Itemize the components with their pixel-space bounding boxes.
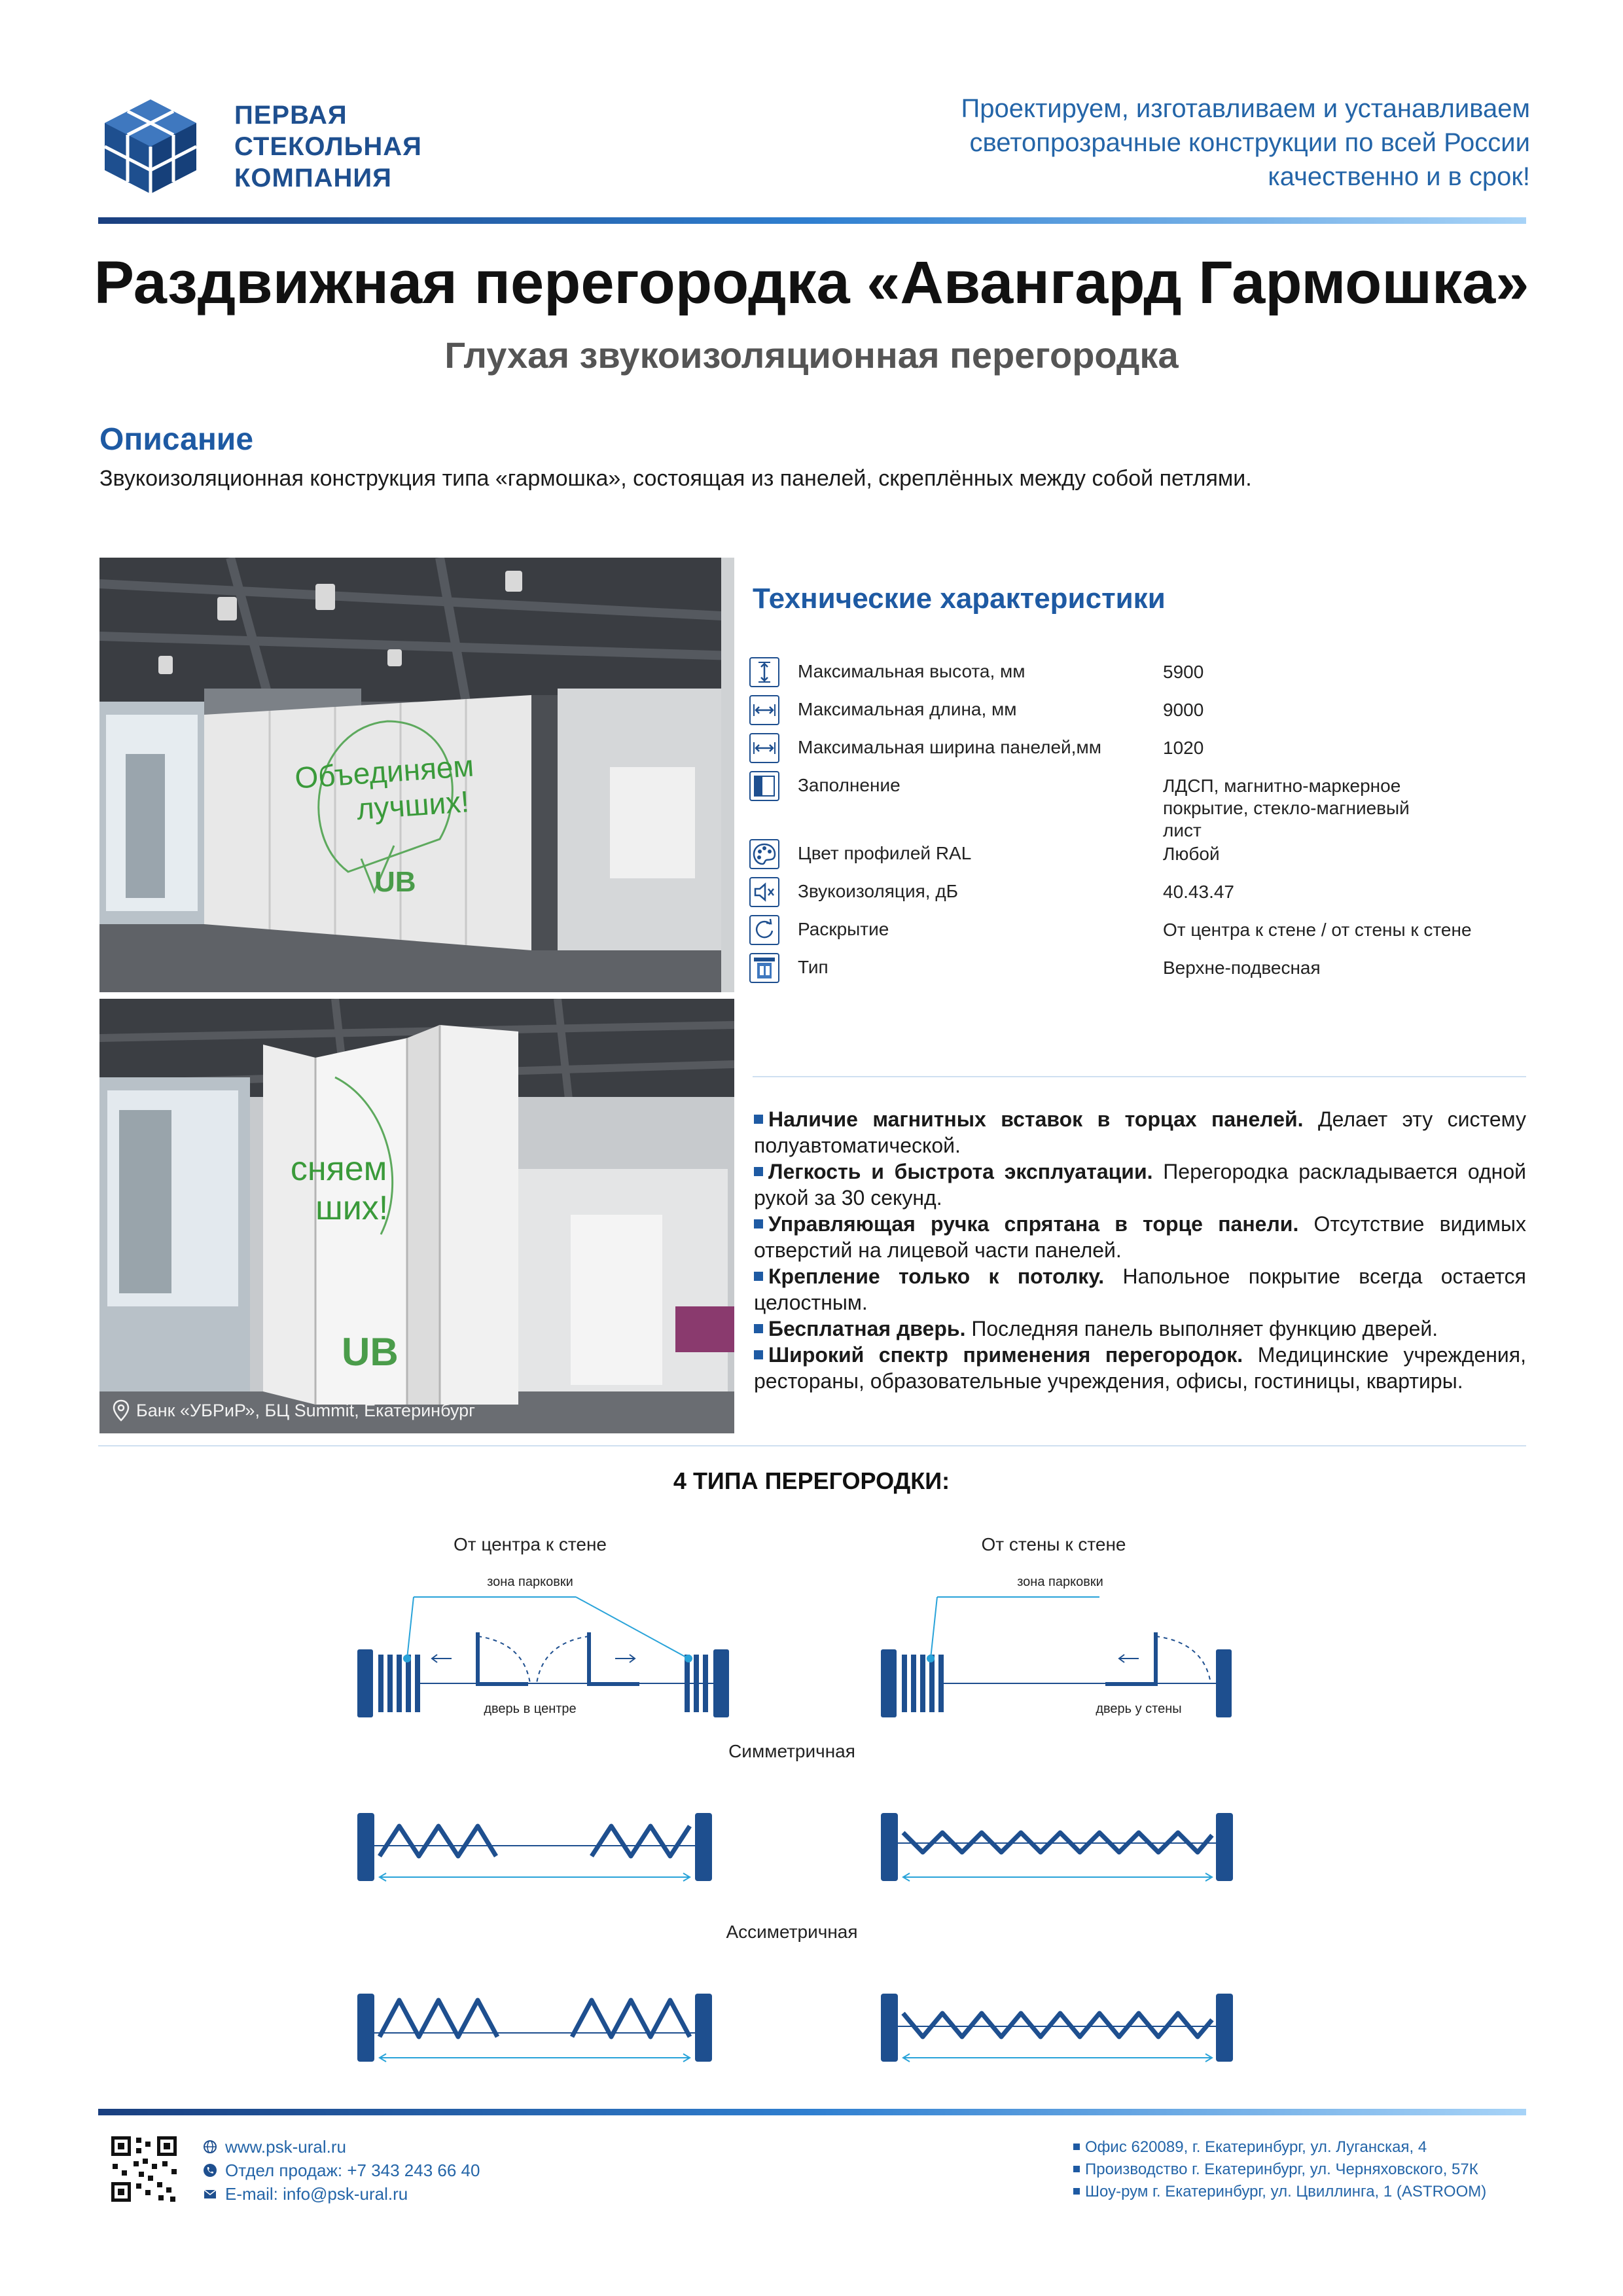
palette-icon [749,839,779,869]
spec-value: 1020 [1163,738,1204,758]
feature-text: Последняя панель выполняет функцию дверей. [965,1317,1438,1340]
types-heading: 4 ТИПА ПЕРЕГОРОДКИ: [673,1467,950,1494]
spec-label: Максимальная ширина панелей,мм [798,737,1101,757]
spec-row-fill [749,771,1535,840]
width-icon [749,733,779,763]
phone-text[interactable]: Отдел продаж: +7 343 243 66 40 [225,2161,480,2180]
footer-divider [98,2109,1526,2115]
email-row [203,2182,480,2206]
fill-icon [749,771,779,801]
diagram-asymmetric-left [353,1987,720,2079]
address-item [1073,2159,1486,2181]
spec-row-color [749,839,1535,876]
logo-text [234,99,422,194]
spec-label: Раскрытие [798,919,889,939]
feature-item [754,1342,1526,1394]
diagram-symmetric-left [353,1806,720,1898]
spec-row-sound [749,877,1535,914]
email-link[interactable]: E-mail: info@psk-ural.ru [225,2184,408,2204]
slogan-line: светопрозрачные конструкции по всей России [969,128,1530,157]
spec-value: От центра к стене / от стены к стене [1163,920,1472,940]
mail-icon [203,2187,217,2201]
bullet-icon [754,1272,763,1281]
feature-text: Напольное покрытие всегда остается целостным. [754,1265,1527,1314]
feature-text: Медицинские учреждения, рестораны, образовательные учреждения, офисы, гостиницы, квартиры. [754,1343,1527,1393]
specs-divider [753,1076,1526,1077]
feature-text: Делает эту систему полуавтоматической. [754,1107,1527,1157]
address-item [1073,2181,1486,2203]
phone-row [203,2159,480,2182]
logo-cube-icon [98,97,203,195]
bullet-icon [754,1324,763,1333]
hanger-icon [749,953,779,983]
features-divider [98,1445,1526,1446]
slogan-line: качественно и в срок! [1268,162,1530,191]
qr-code-icon [110,2135,178,2203]
caption-text: Банк «УБРиР», БЦ Summit, Екатеринбург [136,1400,476,1420]
page-title: Раздвижная перегородка «Авангард Гармошка» [94,249,1529,316]
sound-icon [749,877,779,907]
spec-row-width [749,733,1535,770]
feature-bold: Наличие магнитных вставок в торцах панелей. [768,1107,1304,1131]
website-row [203,2135,480,2159]
tech-heading: Технические характеристики [753,583,1166,615]
wall-text-line: ших! [315,1189,389,1227]
feature-item [754,1263,1526,1316]
spec-value: ЛДСП, магнитно-маркерное покрытие, стекло-магниевый лист [1163,776,1410,840]
logo-line: СТЕКОЛЬНАЯ [234,132,422,161]
label-asymmetric: Ассиметричная [726,1922,858,1942]
bullet-icon [754,1167,763,1176]
spec-value: 9000 [1163,700,1204,720]
logo-line: ПЕРВАЯ [234,101,348,130]
feature-bold: Бесплатная дверь. [768,1317,966,1340]
contacts [203,2135,480,2206]
rotate-icon [749,915,779,945]
phone-icon [203,2163,217,2178]
length-icon [749,695,779,725]
feature-bold: Управляющая ручка спрятана в торце панели. [768,1212,1299,1236]
bullet-icon [754,1350,763,1359]
photo-caption [113,1399,475,1422]
spec-row-length [749,695,1535,732]
feature-text: Отсутствие видимых отверстий на лицевой части панелей. [754,1212,1527,1262]
address-text: Офис 620089, г. Екатеринбург, ул. Луганская, 4 [1085,2138,1427,2156]
photo-top [99,558,734,992]
feature-bold: Широкий спектр применения перегородок. [768,1343,1243,1367]
feature-text: Перегородка раскладывается одной рукой за 30 секунд. [754,1160,1526,1210]
slogan-line: Проектируем, изготавливаем и устанавливаем [961,94,1530,123]
spec-row-opening [749,915,1535,952]
label-center-to-wall: От центра к стене [453,1534,607,1554]
company-logo [98,97,203,195]
spec-value: 40.43.47 [1163,882,1234,902]
svg-text:UB: UB [342,1330,399,1374]
spec-label: Тип [798,957,829,977]
diagram-asymmetric-right [877,1987,1243,2079]
feature-bold: Крепление только к потолку. [768,1265,1105,1288]
wall-text-line: лучших! [355,784,471,827]
parking-zone-label: зона парковки [487,1575,573,1589]
label-symmetric: Симметричная [728,1741,855,1761]
addresses [1073,2136,1486,2203]
door-wall-label: дверь у стены [1096,1702,1182,1716]
bullet-icon [1073,2166,1080,2172]
wall-text-bottom [289,1149,388,1228]
website-link[interactable]: www.psk-ural.ru [225,2137,346,2157]
header-divider [98,217,1526,224]
spec-value: Верхне-подвесная [1163,958,1321,978]
spec-value: 5900 [1163,662,1204,682]
wall-text-line: сняем [290,1150,387,1188]
globe-icon [203,2140,217,2154]
address-text: Шоу-рум г. Екатеринбург, ул. Цвиллинга, 1 (ASTROOM) [1085,2183,1487,2200]
bullet-icon [1073,2188,1080,2195]
diagram-symmetric-right [877,1806,1243,1898]
spec-label: Звукоизоляция, дБ [798,881,959,901]
slogan [810,92,1530,194]
spec-label: Цвет профилей RAL [798,843,972,863]
address-text: Производство г. Екатеринбург, ул. Черняховского, 57К [1085,2161,1478,2178]
height-icon [749,657,779,687]
description-heading: Описание [99,422,254,457]
door-center-label: дверь в центре [484,1702,577,1716]
spec-label: Максимальная длина, мм [798,699,1017,719]
feature-bold: Легкость и быстрота эксплуатации. [768,1160,1153,1183]
wall-text-line: Объединяем [293,748,475,795]
address-item [1073,2136,1486,2159]
parking-zone-label: зона парковки [1017,1575,1103,1589]
qr-code [110,2135,178,2203]
bullet-icon [754,1219,763,1229]
label-wall-to-wall: От стены к стене [981,1534,1126,1554]
location-pin-icon [113,1399,130,1422]
features-list [754,1106,1526,1394]
wall-text-top [294,748,478,831]
feature-item [754,1316,1526,1342]
svg-text:UB: UB [374,866,416,898]
feature-item [754,1211,1526,1263]
page-subtitle: Глухая звукоизоляционная перегородка [444,334,1179,376]
feature-item [754,1106,1526,1158]
feature-item [754,1158,1526,1211]
bullet-icon [754,1115,763,1124]
logo-line: КОМПАНИЯ [234,164,392,192]
spec-row-type [749,953,1535,990]
description-text: Звукоизоляционная конструкция типа «гармошка», состоящая из панелей, скреплённых между собой петлями. [99,466,1252,491]
spec-value: Любой [1163,844,1220,864]
bullet-icon [1073,2144,1080,2150]
office-partition-folding-image [99,999,734,1433]
spec-row-height [749,657,1535,694]
spec-label: Заполнение [798,775,901,795]
spec-label: Максимальная высота, мм [798,661,1026,681]
photo-bottom [99,999,734,1433]
